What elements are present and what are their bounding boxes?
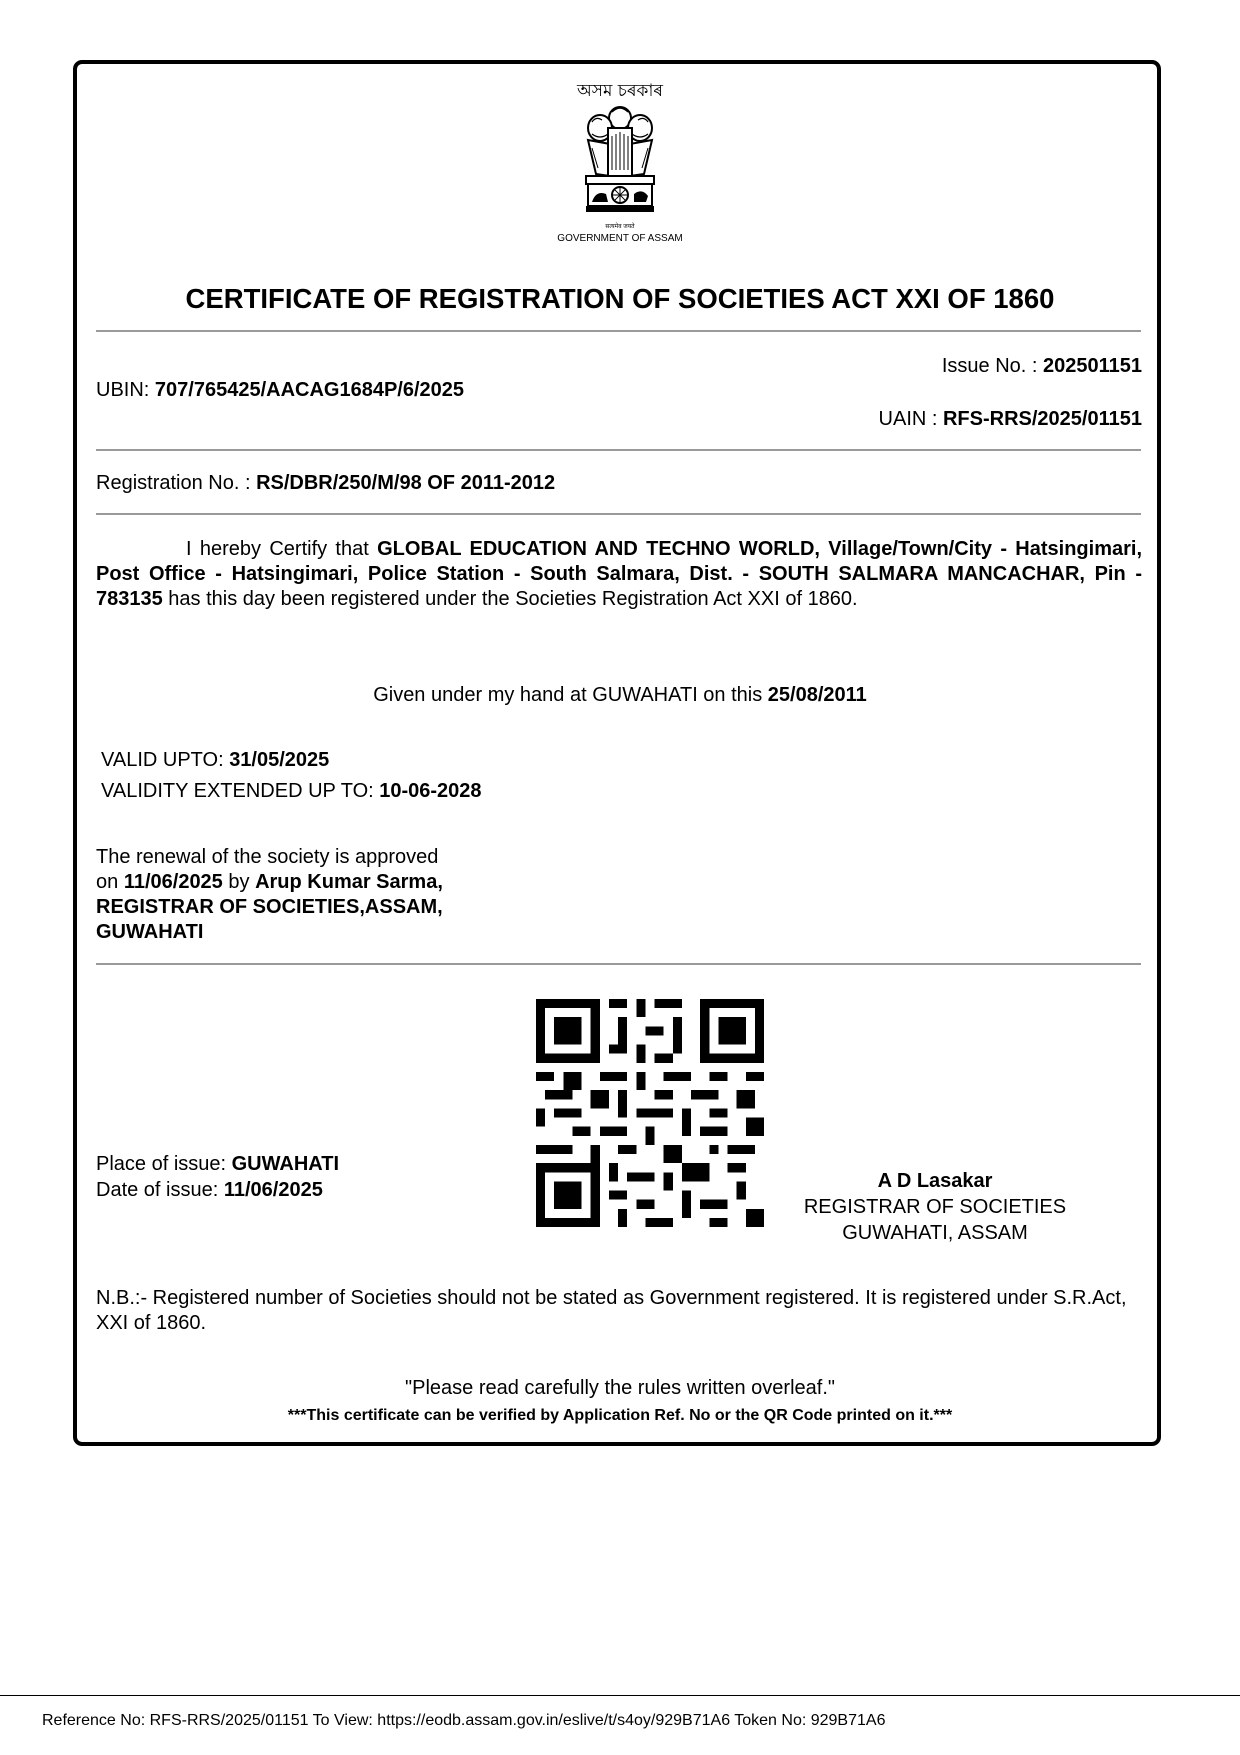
divider (96, 513, 1141, 515)
ubin (96, 379, 464, 402)
validity-extended (101, 780, 482, 803)
renewal-line: The renewal of the society is approved (96, 846, 439, 868)
date-of-issue (96, 1177, 339, 1203)
uain-value: RFS-RRS/2025/01151 (942, 408, 1142, 430)
divider (96, 963, 1141, 965)
given-date: 25/08/2011 (767, 684, 867, 706)
date-value: 11/06/2025 (223, 1179, 323, 1201)
certify-outro: has this day been registered under the Societies Registration Act XXI of 1860. (162, 588, 858, 610)
renewal-person: Arup Kumar Sarma, (255, 871, 443, 893)
given-text: Given under my hand at GUWAHATI on this (373, 684, 768, 706)
place-of-issue (96, 1151, 339, 1177)
issue-number (942, 355, 1142, 378)
read-rules-note: "Please read carefully the rules written overleaf." (405, 1377, 835, 1399)
valid-upto-label: VALID UPTO: (101, 749, 230, 771)
renewal-date: 11/06/2025 (123, 871, 223, 893)
verification-note: ***This certificate can be verified by Application Ref. No or the QR Code printed on it.*** (287, 1407, 953, 1424)
society-details: GLOBAL EDUCATION AND TECHNO WORLD, Village/Town/City - Hatsingimari, Post Office - Hatsingimari, Police Station - South Salmara, Dist. - SOUTH SALMARA MANCACHAR, Pin - 783135 (96, 538, 1142, 610)
ubin-label: UBIN: (96, 379, 155, 401)
state-government-title: অসম চৰকাৰ (577, 81, 663, 101)
renewal-block (96, 845, 443, 945)
validity-extended-label: VALIDITY EXTENDED UP TO: (101, 780, 380, 802)
verification-qr-code[interactable] (536, 999, 764, 1227)
date-label: Date of issue: (96, 1179, 224, 1201)
signatory-block (800, 1168, 1070, 1246)
government-of-assam-label: GOVERNMENT OF ASSAM (557, 233, 683, 244)
signatory-title: REGISTRAR OF SOCIETIES (803, 1196, 1067, 1218)
given-under-hand (0, 684, 1240, 707)
signatory-place: GUWAHATI, ASSAM (842, 1222, 1028, 1244)
renewal-office: REGISTRAR OF SOCIETIES,ASSAM, (96, 896, 443, 918)
certification-paragraph (96, 537, 1142, 612)
certificate-title: CERTIFICATE OF REGISTRATION OF SOCIETIES ACT XXI OF 1860 (185, 283, 1055, 314)
nb-note: N.B.:- Registered number of Societies should not be stated as Government registered. It is registered under S.R.Act, XXI of 1860. (96, 1287, 1127, 1334)
emblem-motto: सत्यमेव जयते (605, 224, 635, 230)
renewal-by: by (222, 871, 256, 893)
uain-label: UAIN : (878, 408, 943, 430)
issue-number-value: 202501151 (1042, 355, 1142, 377)
validity-extended-value: 10-06-2028 (379, 780, 482, 802)
renewal-on: on (96, 871, 124, 893)
certify-intro: I hereby Certify that (186, 538, 378, 560)
valid-upto-value: 31/05/2025 (229, 749, 330, 771)
divider (96, 449, 1141, 451)
place-label: Place of issue: (96, 1153, 232, 1175)
registration-number (96, 472, 555, 495)
ubin-value: 707/765425/AACAG1684P/6/2025 (154, 379, 465, 401)
valid-upto (101, 749, 329, 772)
registration-value: RS/DBR/250/M/98 OF 2011-2012 (256, 472, 556, 494)
place-value: GUWAHATI (231, 1153, 340, 1175)
footer-divider (0, 1695, 1240, 1696)
issue-number-label: Issue No. : (941, 355, 1043, 377)
footer-reference: Reference No: RFS-RRS/2025/01151 To View: https://eodb.assam.gov.in/eslive/t/s4oy/929B71A6 Token No: 929B71A6 (42, 1712, 886, 1729)
renewal-approval (96, 870, 443, 895)
uain (879, 408, 1142, 431)
renewal-city: GUWAHATI (96, 921, 204, 943)
divider (96, 330, 1141, 332)
registration-label: Registration No. : (96, 472, 257, 494)
issue-details (96, 1151, 339, 1203)
national-emblem-icon (570, 104, 670, 222)
signatory-name: A D Lasakar (877, 1170, 993, 1192)
